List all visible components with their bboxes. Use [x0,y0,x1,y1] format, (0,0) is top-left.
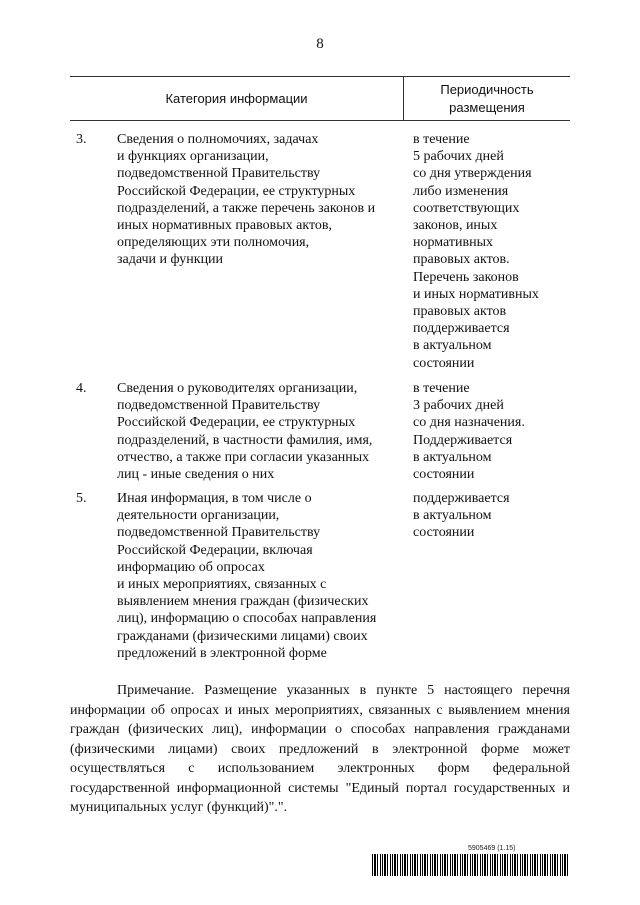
note-paragraph: Примечание. Размещение указанных в пункте 5 настоящего перечня информации об опросах и иных мероприятиях, связанных с выявлением мнения граждан (физических лиц), информации о способах направления гражданами (физическими лицами) своих предложений в электронной форме может осуществляться с использованием электронных форм федеральной государственной информационной системы "Единый портал государственных и муниципальных услуг (функций)".". [70,683,570,815]
page-number: 8 [316,36,324,52]
row-number: 3. [76,132,87,147]
barcode-label: 5905469 (1.15) [468,845,516,852]
row-periodicity: в течение 3 рабочих дней со дня назначения. Поддерживается в актуальном состоянии [413,381,525,483]
row-periodicity: в течение 5 рабочих дней со дня утверждения либо изменения соответствующих законов, иных нормативных правовых актов. Перечень законов и иных нормативных правовых актов поддерживается в актуальном состоянии [413,132,539,371]
table-top-rule [70,76,570,77]
header-category: Категория информации [165,91,308,106]
row-periodicity: поддерживается в актуальном состоянии [413,491,510,541]
row-description: Сведения о руководителях организации, подведомственной Правительству Российской Федерации, ее структурных подразделений, в частности фамилия, имя, отчество, а также при согласии указанных лиц - иные сведения о них [117,381,373,483]
row-number: 5. [76,491,87,506]
table-header-rule [70,120,570,121]
row-description: Иная информация, в том числе о деятельности организации, подведомственной Правительству Российской Федерации, включая информацию об опросах и иных мероприятиях, связанных с выявлением мнения граждан (физических лиц), информацию о способах направления гражданами (физическими лицами) своих предложений в электронной форме [117,491,377,661]
header-periodicity: Периодичность размещения [440,82,534,115]
barcode [372,854,570,876]
row-number: 4. [76,381,87,396]
row-description: Сведения о полномочиях, задачах и функциях организации, подведомственной Правительству Российской Федерации, ее структурных подразделений, а также перечень законов и иных нормативных правовых актов, определяющих эти полномочия, задачи и функции [117,132,376,268]
